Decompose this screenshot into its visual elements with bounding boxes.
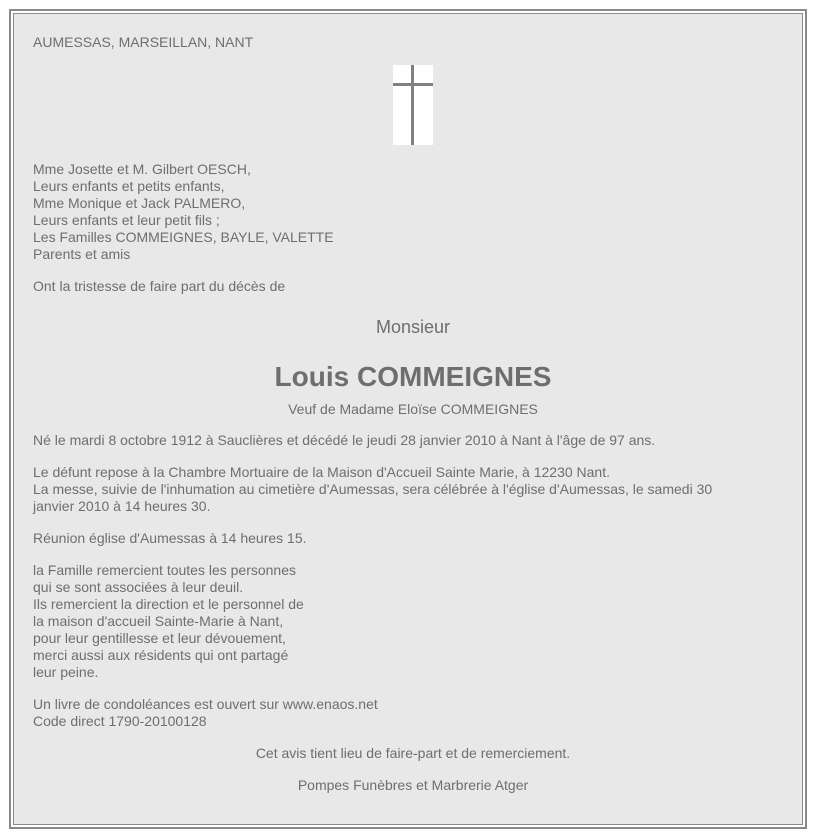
intro-line: Ont la tristesse de faire part du décès de [33,278,286,294]
ceremony-line: janvier 2010 à 14 heures 30. [33,498,211,514]
cross-vertical-bar [411,65,414,145]
cross-container [33,65,793,145]
funeral-home: Pompes Funèbres et Marbrerie Atger [297,777,529,793]
notice-panel [13,13,803,825]
thanks-line: la maison d'accueil Sainte-Marie à Nant, [33,613,284,629]
widow-line: Veuf de Madame Eloïse COMMEIGNES [288,401,538,417]
ceremony-line: La messe, suivie de l'inhumation au cimetière d'Aumessas, sera célébrée à l'église d'Aumessas, le samedi 30 [33,481,713,497]
latin-cross-icon [393,65,433,145]
notice-line: Cet avis tient lieu de faire-part et de remerciement. [255,745,571,761]
condolences-line: Un livre de condoléances est ouvert sur www.enaos.net [33,696,378,712]
deceased-name: Louis COMMEIGNES [274,361,552,392]
condolences-info [33,696,793,730]
ceremony-line: Le défunt repose à la Chambre Mortuaire de la Maison d'Accueil Sainte Marie, à 12230 Nant. [33,464,611,480]
notice-frame [9,9,807,829]
cross-horizontal-bar [393,83,433,86]
notice-content [33,34,793,794]
thanks-line: leur peine. [33,664,99,680]
family-line: Parents et amis [33,246,131,262]
family-line: Mme Josette et M. Gilbert OESCH, [33,161,251,177]
thanks-line: la Famille remercient toutes les personnes [33,562,297,578]
birth-death-line: Né le mardi 8 octobre 1912 à Sauclières et décédé le jeudi 28 janvier 2010 à Nant à l'âge de 97 ans. [33,432,656,448]
thanks-line: merci aussi aux résidents qui ont partagé [33,647,289,663]
thanks-line: qui se sont associées à leur deuil. [33,579,244,595]
location-line: AUMESSAS, MARSEILLAN, NANT [33,34,254,50]
family-line: Les Familles COMMEIGNES, BAYLE, VALETTE [33,229,334,245]
family-line: Leurs enfants et leur petit fils ; [33,212,220,228]
reunion-line: Réunion église d'Aumessas à 14 heures 15. [33,530,307,546]
family-line: Mme Monique et Jack PALMERO, [33,195,246,211]
code-line: Code direct 1790-20100128 [33,713,207,729]
thanks-line: Ils remercient la direction et le personnel de [33,596,304,612]
family-line: Leurs enfants et petits enfants, [33,178,225,194]
civility-title: Monsieur [375,317,451,337]
family-list [33,161,793,263]
thanks-line: pour leur gentillesse et leur dévouement, [33,630,286,646]
thanks-message [33,562,793,681]
ceremony-details [33,464,793,515]
